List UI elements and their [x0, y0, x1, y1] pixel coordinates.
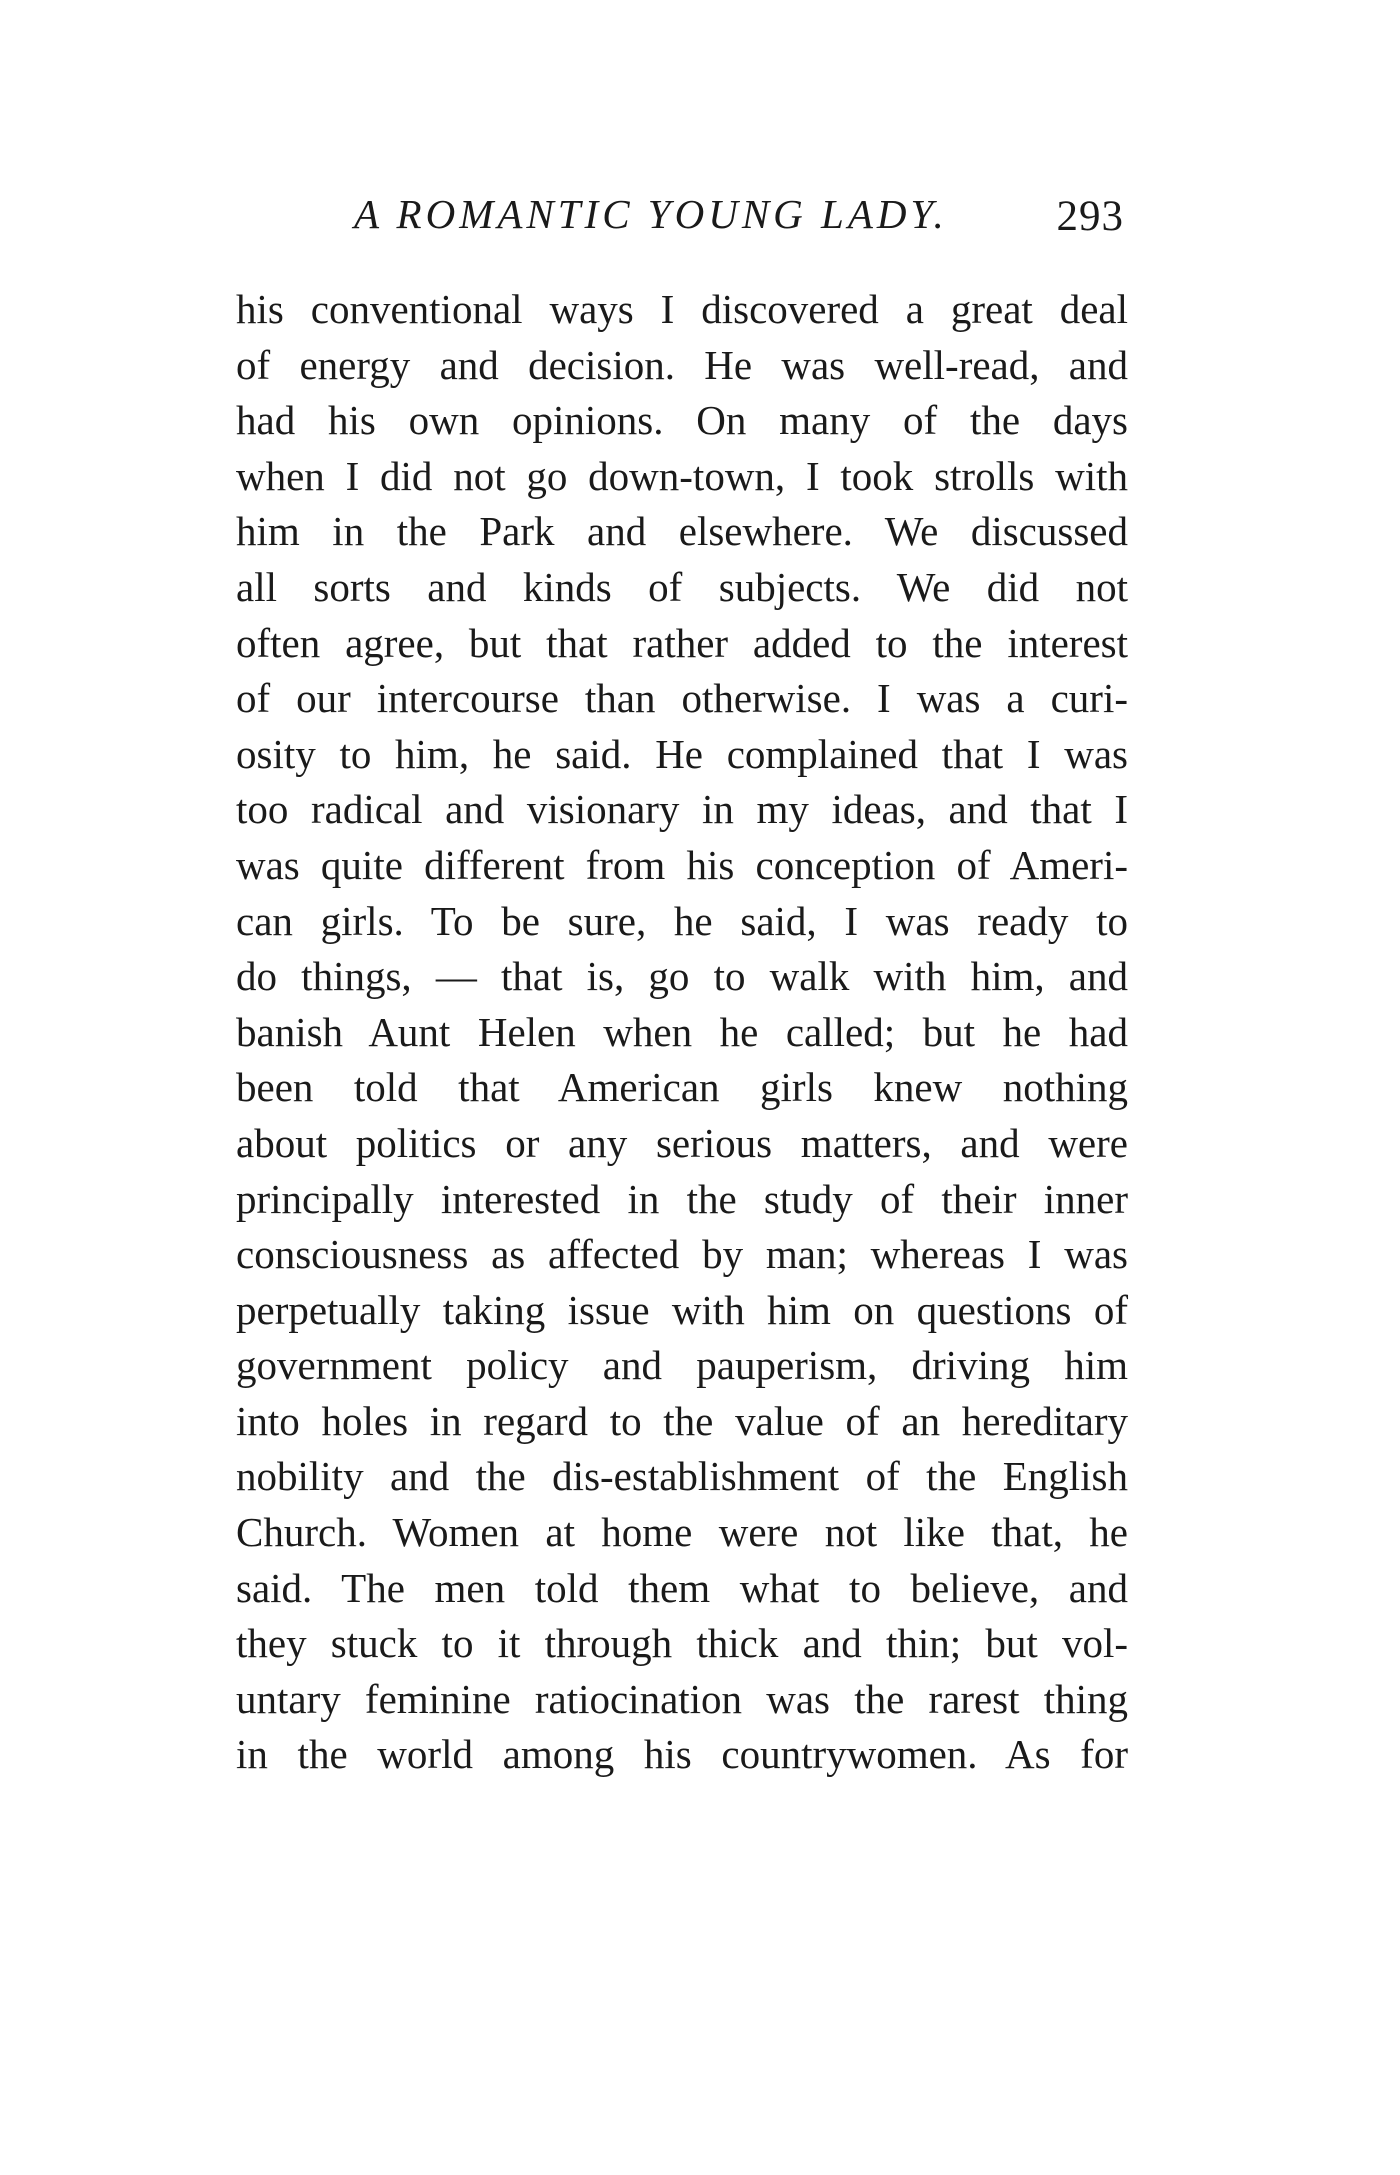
text-line: do things, — that is, go to walk with him, and: [236, 953, 1128, 1000]
text-line: Church. Women at home were not like that, he: [236, 1509, 1128, 1556]
text-line: principally interested in the study of their inner: [236, 1175, 1128, 1222]
text-line: in the world among his countrywomen. As for: [236, 1731, 1128, 1778]
text-line: when I did not go down-town, I took strolls with: [236, 452, 1128, 499]
page-number: 293: [1056, 193, 1124, 240]
text-line: his conventional ways I discovered a great deal: [236, 286, 1128, 332]
text-line: too radical and visionary in my ideas, and that I: [236, 786, 1128, 833]
text-line: been told that American girls knew nothing: [236, 1064, 1128, 1111]
text-line: government policy and pauperism, driving him: [236, 1342, 1128, 1389]
text-line: about politics or any serious matters, and were: [236, 1119, 1128, 1166]
text-line: was quite different from his conception of Ameri-: [236, 841, 1128, 888]
running-head: [236, 188, 1156, 248]
text-line: him in the Park and elsewhere. We discussed: [236, 508, 1128, 555]
text-line: they stuck to it through thick and thin; but vol-: [236, 1620, 1128, 1667]
body-text: [236, 282, 1128, 1783]
text-line: osity to him, he said. He complained that I was: [236, 730, 1128, 777]
text-line: can girls. To be sure, he said, I was ready to: [236, 897, 1128, 944]
text-line: untary feminine ratiocination was the rarest thing: [236, 1675, 1128, 1722]
text-line: said. The men told them what to believe, and: [236, 1564, 1128, 1611]
text-line: all sorts and kinds of subjects. We did not: [236, 563, 1128, 610]
text-line: banish Aunt Helen when he called; but he had: [236, 1008, 1128, 1055]
text-line: of our intercourse than otherwise. I was a curi-: [236, 675, 1128, 722]
text-line: had his own opinions. On many of the days: [236, 397, 1128, 444]
text-line: nobility and the dis-establishment of the English: [236, 1453, 1128, 1500]
running-head-title: A ROMANTIC YOUNG LADY.: [354, 191, 948, 237]
text-line: of energy and decision. He was well-read, and: [236, 341, 1128, 388]
text-line: often agree, but that rather added to the interest: [236, 619, 1128, 666]
text-line: perpetually taking issue with him on questions of: [236, 1286, 1128, 1333]
text-line: into holes in regard to the value of an hereditary: [236, 1397, 1128, 1444]
text-line: consciousness as affected by man; whereas I was: [236, 1231, 1128, 1278]
